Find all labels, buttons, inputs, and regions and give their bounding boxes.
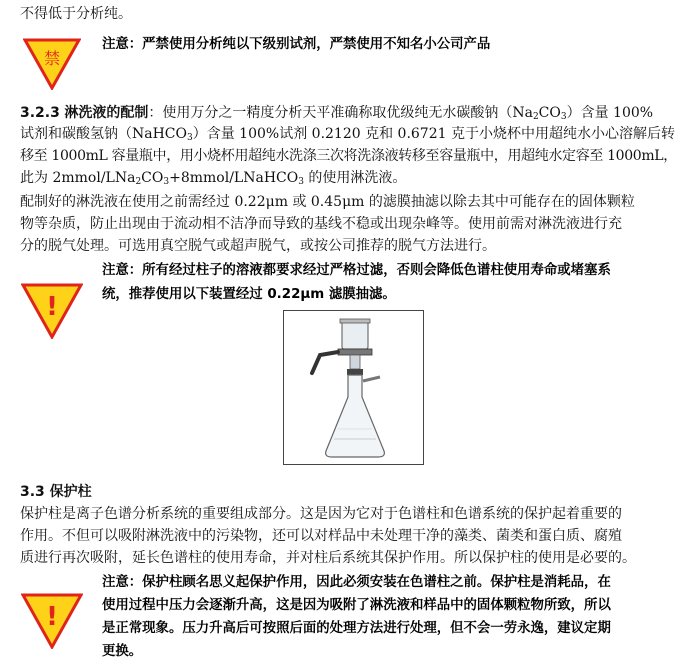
warning-mark-2: !: [46, 602, 58, 632]
eluent-paragraph-line-3: 分的脱气处理。可选用真空脱气或超声脱气，或按公司推荐的脱气方法进行。: [20, 238, 496, 254]
caution-exclamation-icon: [21, 283, 83, 339]
section-3-3-heading: 3.3 保护柱: [20, 484, 92, 500]
eluent-paragraph-line-2: 物等杂质，防止出现由于流动相不洁净而导致的基线不稳或出现杂峰等。使用前需对淋洗液进行充: [20, 216, 622, 232]
section-3-2-3-line-3: 移至 1000mL 容量瓶中，用小烧杯用超纯水洗涤三次将洗涤液转移至容量瓶中，用超纯水定容至 1000mL，: [20, 148, 677, 164]
warning-mark: !: [46, 292, 58, 322]
filtration-figure: [283, 310, 424, 465]
forbid-warning-icon: [23, 38, 81, 90]
note-guard-line-4: 更换。: [102, 644, 143, 659]
note-forbid: 注意：严禁使用分析纯以下级别试剂，严禁使用不知名小公司产品: [102, 37, 491, 52]
section-3-3-line-3: 质进行再次吸附，延长色谱柱的使用寿命，并对柱后系统其保护作用。所以保护柱的使用是必要的。: [20, 550, 636, 566]
forbid-char: 禁: [43, 49, 61, 68]
note-filter-line-2: 统，推荐使用以下装置经过 0.22μm 滤膜抽滤。: [102, 287, 396, 302]
note-filter-line-1: 注意：所有经过柱子的溶液都要求经过严格过滤，否则会降低色谱柱使用寿命或堵塞系: [102, 263, 611, 278]
note-guard-line-1: 注意：保护柱顾名思义起保护作用，因此必须安装在色谱柱之前。保护柱是消耗品，在: [102, 575, 611, 590]
leading-text-line: 不得低于分析纯。: [20, 6, 132, 22]
section-3-2-3-line-1: 3.2.3 淋洗液的配制：使用万分之一精度分析天平准确称取优级纯无水碳酸钠$(Na_2CO_3)$含量 100%: [20, 105, 654, 122]
section-3-3-line-1: 保护柱是离子色谱分析系统的重要组成部分。这是因为它对于色谱柱和色谱系统的保护起着重要的: [20, 506, 622, 522]
note-guard-line-3: 是正常现象。压力升高后可按照后面的处理方法进行处理，但不会一劳永逸，建议定期: [102, 621, 611, 636]
eluent-paragraph-line-1: 配制好的淋洗液在使用之前需经过 0.22μm 或 0.45μm 的滤膜抽滤以除去其中可能存在的固体颗粒: [20, 194, 635, 210]
section-3-2-3-line-4: 此为 $2mmol/LNa_2CO_3+8mmol/LNaHCO_3$ 的使用淋洗液。: [20, 170, 407, 187]
section-3-2-3-title: 淋洗液的配制: [64, 105, 149, 121]
section-3-3-line-2: 作用。不但可以吸附淋洗液中的污染物，还可以对样品中未处理干净的藻类、菌类和蛋白质、腐殖: [20, 528, 622, 544]
section-3-2-3-line-2: 试剂和碳酸氢钠（NaHCO$_3$）含量 100%试剂 0.2120 克和 0.6721 克于小烧杯中用超纯水小心溶解后转: [20, 126, 675, 143]
note-guard-line-2: 使用过程中压力会逐渐升高，这是因为吸附了淋洗液和样品中的固体颗粒物所致，所以: [102, 598, 611, 613]
filtration-apparatus-illustration: [284, 311, 423, 464]
caution-exclamation-icon-2: [21, 593, 83, 649]
